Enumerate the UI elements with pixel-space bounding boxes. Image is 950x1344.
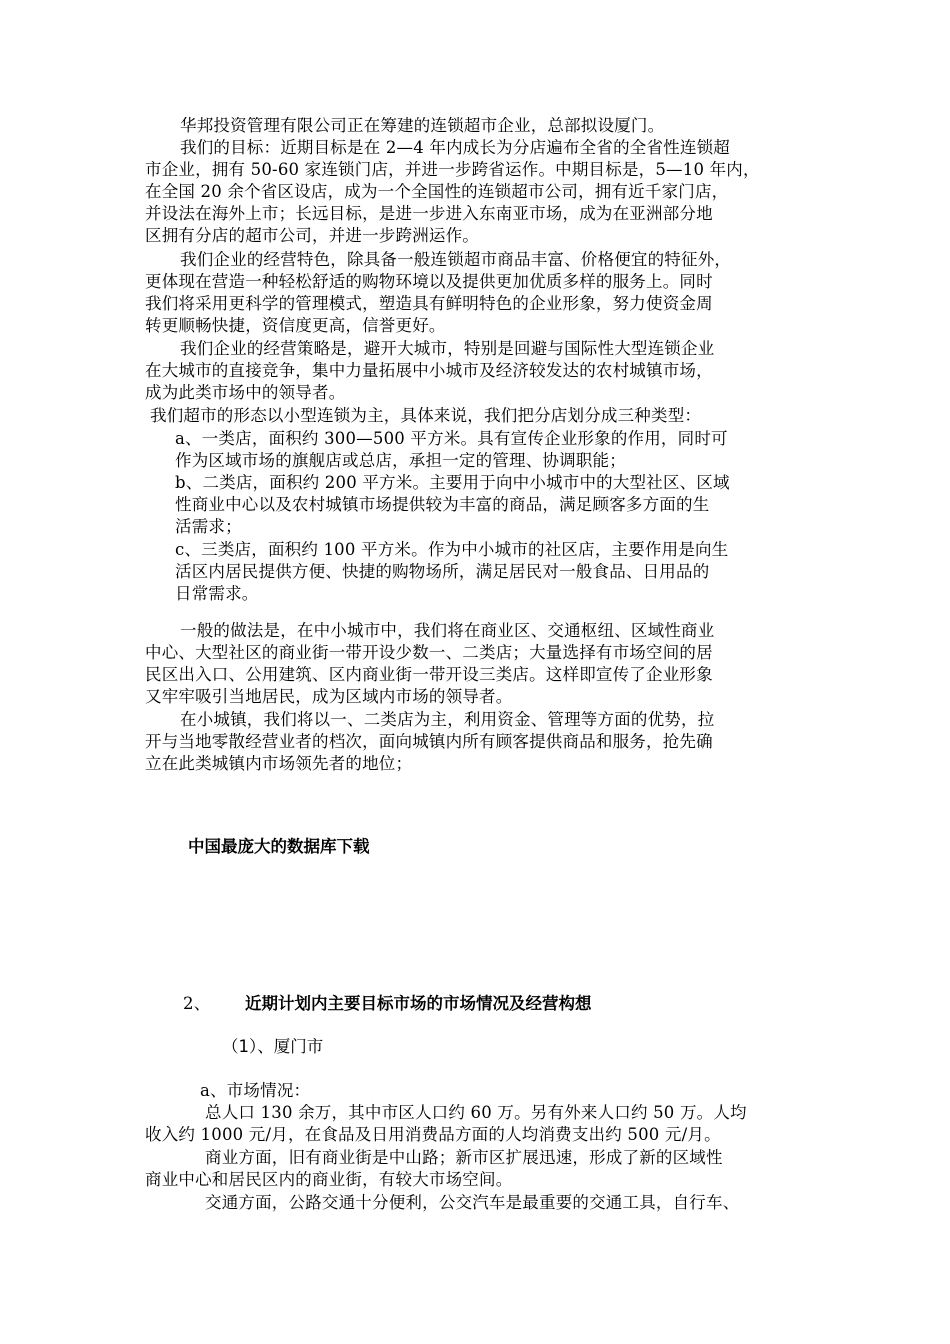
goals-line: 区拥有分店的超市公司，并进一步跨洲运作。	[145, 226, 479, 245]
goals-line: 并设法在海外上市；长远目标，是进一步进入东南亚市场，成为在亚洲部分地	[145, 204, 713, 223]
approach-line: 民区出入口、公用建筑、区内商业街一带开设三类店。这样即宣传了企业形象	[145, 665, 713, 684]
population-line: 收入约 1000 元/月，在食品及日用消费品方面的人均消费支出约 500 元/月。	[145, 1125, 721, 1144]
goals-line: 我们的目标：近期目标是在 2—4 年内成长为分店遍布全省的全省性连锁超	[180, 138, 730, 157]
approach-line: 中心、大型社区的商业街一带开设少数一、二类店；大量选择有市场空间的居	[145, 643, 713, 662]
population-line: 总人口 130 余万，其中市区人口约 60 万。另有外来人口约 50 万。人均	[205, 1103, 747, 1122]
strategy-line: 在大城市的直接竞争，集中力量拓展中小城市及经济较发达的农村城镇市场，	[145, 361, 713, 380]
features-line: 我们企业的经营特色，除具备一般连锁超市商品丰富、价格便宜的特征外，	[180, 250, 732, 269]
format-intro: 我们超市的形态以小型连锁为主，具体来说，我们把分店划分成三种类型：	[150, 406, 702, 425]
store-type-line: 活需求；	[175, 517, 242, 536]
sub-heading: （1）、厦门市	[222, 1037, 324, 1056]
towns-line: 开与当地零散经营业者的档次，面向城镇内所有顾客提供商品和服务，抢先确	[145, 732, 713, 751]
features-line: 我们将采用更科学的管理模式，塑造具有鲜明特色的企业形象，努力使资金周	[145, 294, 713, 313]
store-type-line: a、一类店，面积约 300—500 平方米。具有宣传企业形象的作用，同时可	[175, 429, 728, 448]
section-number: 2、	[183, 994, 211, 1013]
store-type-line: 作为区域市场的旗舰店或总店，承担一定的管理、协调职能；	[175, 451, 626, 470]
approach-line: 又牢牢吸引当地居民，成为区域内市场的领导者。	[145, 687, 513, 706]
commerce-line: 商业中心和居民区内的商业街，有较大市场空间。	[145, 1170, 513, 1189]
strategy-line: 成为此类市场中的领导者。	[145, 383, 346, 402]
paragraph-company: 华邦投资管理有限公司正在筹建的连锁超市企业，总部拟设厦门。	[180, 116, 665, 135]
store-type-line: 性商业中心以及农村城镇市场提供较为丰富的商品，满足顾客多方面的生	[175, 495, 710, 514]
towns-line: 在小城镇，我们将以一、二类店为主，利用资金、管理等方面的优势，拉	[180, 710, 715, 729]
towns-line: 立在此类城镇内市场领先者的地位；	[145, 754, 413, 773]
approach-line: 一般的做法是，在中小城市中，我们将在商业区、交通枢纽、区域性商业	[180, 621, 715, 640]
features-line: 更体现在营造一种轻松舒适的购物环境以及提供更加优质多样的服务上。同时	[145, 272, 713, 291]
store-type-line: b、二类店，面积约 200 平方米。主要用于向中小城市中的大型社区、区域	[175, 473, 730, 492]
store-type-line: c、三类店，面积约 100 平方米。作为中小城市的社区店，主要作用是向生	[175, 540, 729, 559]
traffic-line: 交通方面，公路交通十分便利，公交汽车是最重要的交通工具，自行车、	[205, 1193, 740, 1212]
store-type-line: 活区内居民提供方便、快捷的购物场所，满足居民对一般食品、日用品的	[175, 562, 710, 581]
goals-line: 市企业，拥有 50-60 家连锁门店，并进一步跨省运作。中期目标是，5—10 年内，	[145, 160, 760, 179]
banner-text: 中国最庞大的数据库下载	[188, 837, 370, 856]
commerce-line: 商业方面，旧有商业街是中山路；新市区扩展迅速，形成了新的区域性	[205, 1148, 723, 1167]
goals-line: 在全国 20 余个省区设店，成为一个全国性的连锁超市公司，拥有近千家门店，	[145, 182, 729, 201]
strategy-line: 我们企业的经营策略是，避开大城市，特别是回避与国际性大型连锁企业	[180, 339, 715, 358]
store-type-line: 日常需求。	[175, 584, 259, 603]
market-label: a、市场情况：	[200, 1081, 311, 1100]
section-title: 近期计划内主要目标市场的市场情况及经营构想	[245, 994, 592, 1013]
features-line: 转更顺畅快捷，资信度更高，信誉更好。	[145, 316, 446, 335]
